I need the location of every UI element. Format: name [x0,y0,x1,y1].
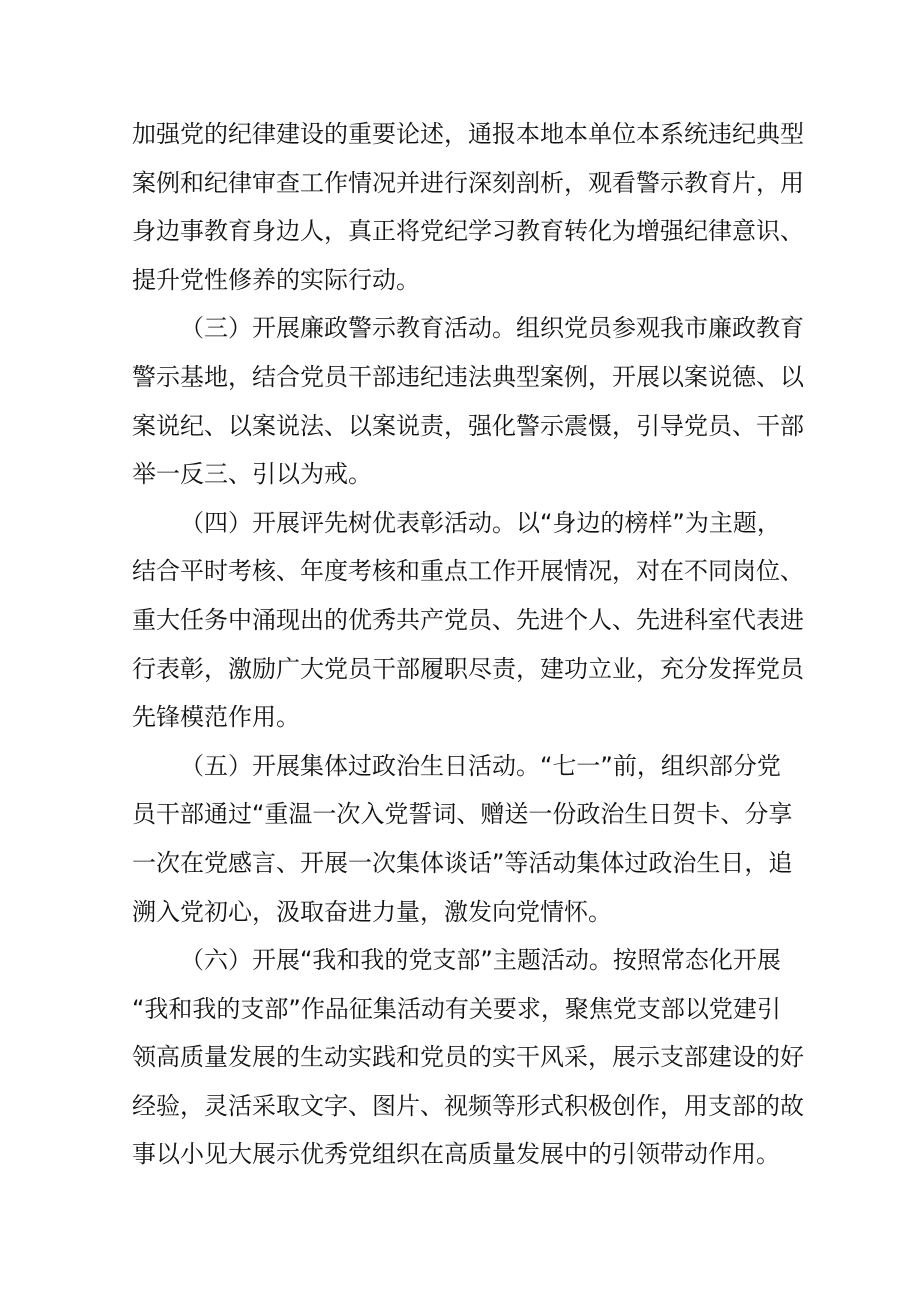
document-body [132,110,804,1179]
text-line: 案说纪、以案说法、以案说责，强化警示震慑，引导党员、干部 [132,411,804,440]
text-line: 提升党性修养的实际行动。 [132,265,420,294]
text-line: 事以小见大展示优秀党组织在高质量发展中的引领带动作用。 [132,1140,780,1169]
text-line: 举一反三、引以为戒。 [132,460,372,489]
text-line: 经验，灵活采取文字、图片、视频等形式积极创作，用支部的故 [132,1091,804,1120]
text-line: 加强党的纪律建设的重要论述，通报本地本单位本系统违纪典型 [132,120,804,148]
text-line: 警示基地，结合党员干部违纪违法典型案例，开展以案说德、以 [132,362,804,391]
text-line: 先锋模范作用。 [132,703,300,732]
text-line: 行表彰，激励广大党员干部履职尽责，建功立业，充分发挥党员 [132,654,804,683]
text-line: “我和我的支部”作品征集活动有关要求，聚焦党支部以党建引 [132,994,781,1023]
text-line: 一次在党感言、开展一次集体谈话”等活动集体过政治生日，追 [132,848,793,877]
text-line: 身边事教育身边人，真正将党纪学习教育转化为增强纪律意识、 [132,217,804,246]
text-line: 案例和纪律审查工作情况并进行深刻剖析，观看警示教育片，用 [132,168,804,197]
paragraph-item-5 [132,742,796,936]
paragraph-discipline-study [132,110,804,304]
text-line: （五）开展集体过政治生日活动。“七一”前，组织部分党 [180,751,781,780]
text-line: 领高质量发展的生动实践和党员的实干风采，展示支部建设的好 [132,1043,804,1072]
text-line: 结合平时考核、年度考核和重点工作开展情况，对在不同岗位、 [132,557,804,586]
text-line: 溯入党初心，汲取奋进力量，激发向党情怀。 [132,897,612,926]
text-line: 员干部通过“重温一次入党誓词、赠送一份政治生日贺卡、分享 [132,800,793,829]
text-line: （三）开展廉政警示教育活动。组织党员参观我市廉政教育 [180,314,804,343]
text-line: （六）开展“我和我的党支部”主题活动。按照常态化开展 [180,946,781,975]
paragraph-item-4 [132,499,804,742]
paragraph-item-6 [132,936,804,1179]
text-line: （四）开展评先树优表彰活动。以“身边的榜样”为主题， [180,508,781,537]
paragraph-item-3 [132,304,804,498]
text-line: 重大任务中涌现出的优秀共产党员、先进个人、先进科室代表进 [132,605,804,634]
